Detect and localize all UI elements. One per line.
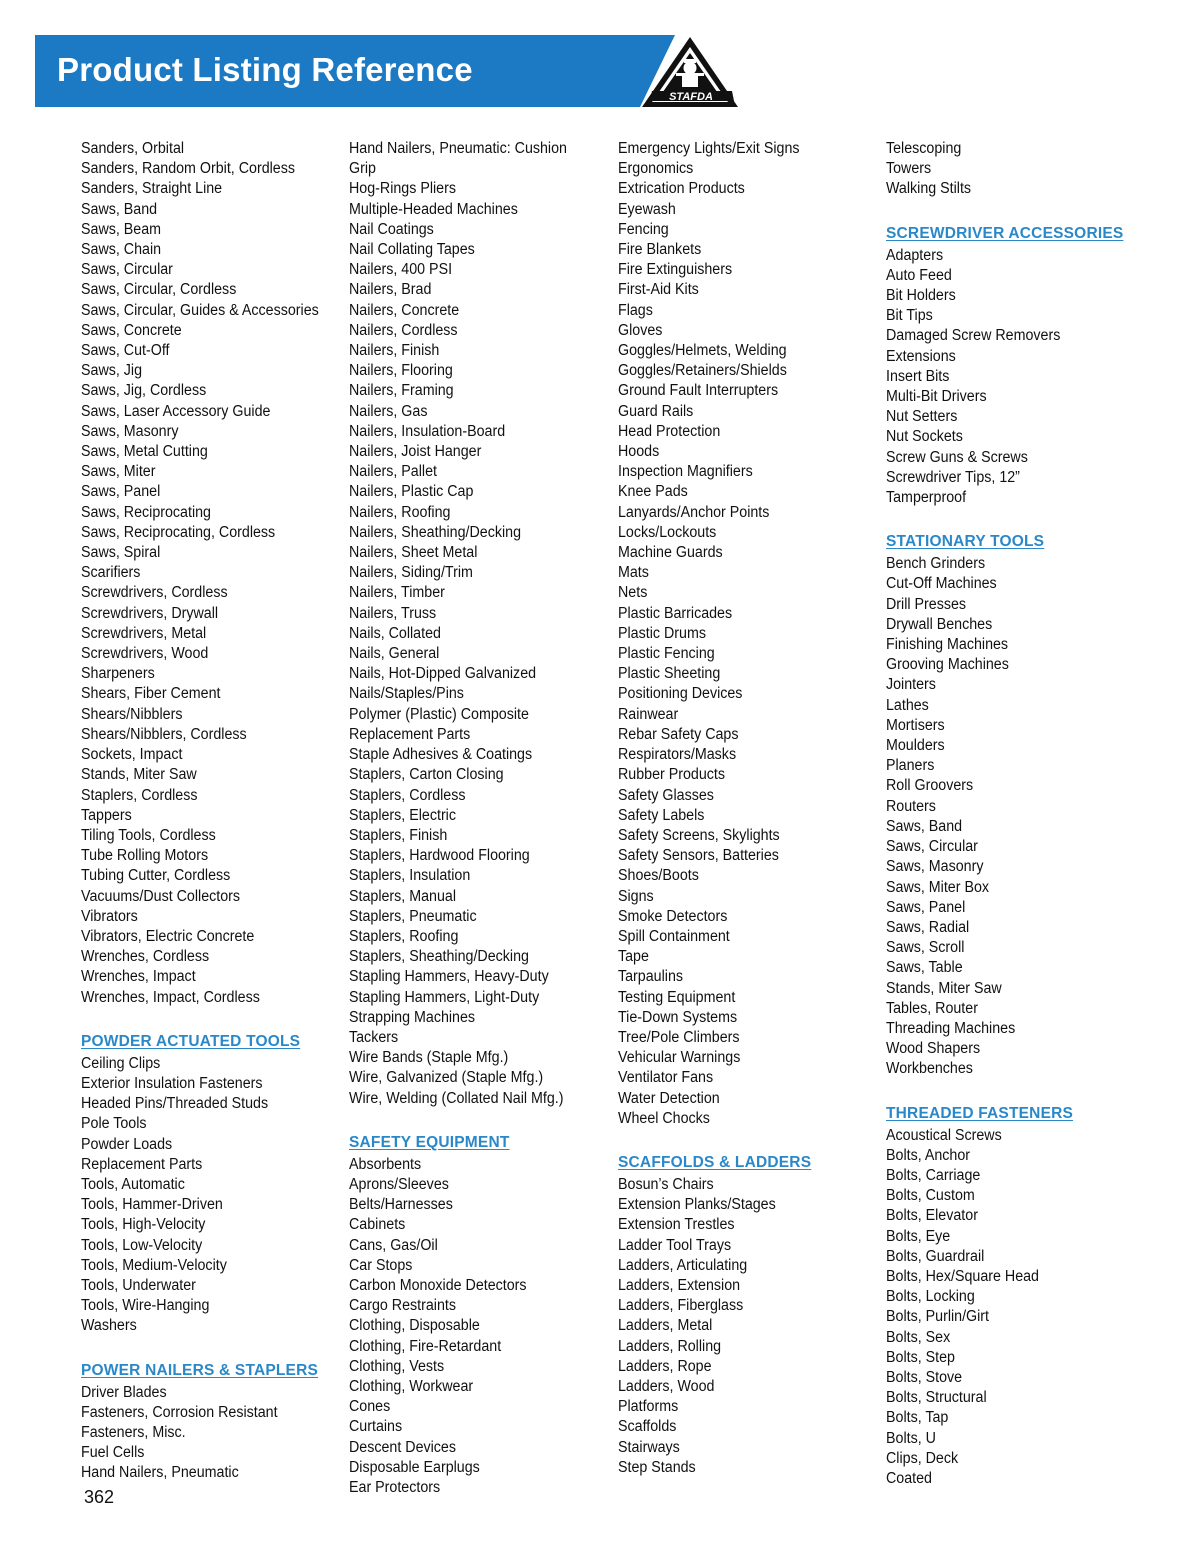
header-banner xyxy=(35,35,735,107)
product-list-item: Staplers, Pneumatic xyxy=(349,907,477,925)
product-list-item: Nailers, 400 PSI xyxy=(349,261,453,279)
product-list-item: Car Stops xyxy=(349,1256,413,1274)
category-section xyxy=(886,1104,1148,1490)
product-list-item: Sockets, Impact xyxy=(81,746,183,764)
product-list-item: Powder Loads xyxy=(81,1135,173,1153)
product-list-item: Saws, Spiral xyxy=(81,544,161,562)
product-list xyxy=(886,246,1148,509)
product-list-item: Nailers, Roofing xyxy=(349,503,451,521)
product-list-item: Tools, Automatic xyxy=(81,1175,185,1193)
product-list-item: Saws, Jig xyxy=(81,362,143,380)
product-list-item: Mats xyxy=(618,564,649,582)
product-list-item: Saws, Table xyxy=(886,959,963,977)
product-list-item: Shears, Fiber Cement xyxy=(81,685,221,703)
product-list xyxy=(886,139,1148,200)
product-list-item: Tie-Down Systems xyxy=(618,1008,738,1026)
product-list-item: Wire Bands (Staple Mfg.) xyxy=(349,1049,509,1067)
product-list-item: Eyewash xyxy=(618,200,676,218)
product-list-item: Cargo Restraints xyxy=(349,1297,456,1315)
product-list-item: Ladders, Articulating xyxy=(618,1256,748,1274)
product-list-item: Safety Screens, Skylights xyxy=(618,826,780,844)
product-list-item: Head Protection xyxy=(618,422,721,440)
product-list-item: Nailers, Framing xyxy=(349,382,454,400)
product-list-item: Ladders, Rolling xyxy=(618,1337,722,1355)
product-list-item: Nailers, Insulation-Board xyxy=(349,422,506,440)
product-list-item: Nailers, Sheet Metal xyxy=(349,544,478,562)
product-list-item: Replacement Parts xyxy=(81,1155,203,1173)
product-list-item: Fasteners, Misc. xyxy=(81,1423,186,1441)
product-list-item: Drywall Benches xyxy=(886,615,993,633)
product-list-item: Nail Coatings xyxy=(349,220,434,238)
product-list-item: Tools, Wire-Hanging xyxy=(81,1297,210,1315)
product-list-item: Grip xyxy=(349,160,376,178)
product-list-item: Mortisers xyxy=(886,716,945,734)
product-list-item: Nailers, Timber xyxy=(349,584,445,602)
product-list-item: Bolts, Carriage xyxy=(886,1166,981,1184)
product-list-item: Extension Planks/Stages xyxy=(618,1196,776,1214)
product-list-item: Sanders, Orbital xyxy=(81,140,185,157)
product-list-item: Nets xyxy=(618,584,648,602)
section-heading: SAFETY EQUIPMENT xyxy=(349,1133,510,1151)
product-list-item: Fire Blankets xyxy=(618,241,702,259)
section-heading: SCREWDRIVER ACCESSORIES xyxy=(886,224,1124,242)
product-list-item: Saws, Concrete xyxy=(81,321,182,339)
product-list-item: Clothing, Disposable xyxy=(349,1317,480,1335)
product-list-item: Acoustical Screws xyxy=(886,1126,1002,1144)
product-list-item: Safety Sensors, Batteries xyxy=(618,847,779,865)
product-list-item: Tables, Router xyxy=(886,999,978,1017)
product-list-item: Tools, High-Velocity xyxy=(81,1216,206,1234)
product-list xyxy=(81,1054,343,1337)
product-list-item: Saws, Jig, Cordless xyxy=(81,382,207,400)
category-section xyxy=(81,1361,343,1484)
product-list-item: Saws, Laser Accessory Guide xyxy=(81,402,271,420)
product-list-item: Bolts, Step xyxy=(886,1348,955,1366)
product-list-item: Smoke Detectors xyxy=(618,907,728,925)
product-list-item: Tools, Underwater xyxy=(81,1276,196,1294)
product-list-item: Polymer (Plastic) Composite xyxy=(349,705,529,723)
product-list-item: Cones xyxy=(349,1398,391,1416)
product-list-item: Nailers, Sheathing/Decking xyxy=(349,523,522,541)
product-list-item: Ladders, Wood xyxy=(618,1377,715,1395)
product-list-item: Screwdrivers, Drywall xyxy=(81,604,219,622)
product-list-item: Hand Nailers, Pneumatic: Cushion xyxy=(349,140,567,157)
product-list-item: Goggles/Helmets, Welding xyxy=(618,342,787,360)
product-list-item: Saws, Miter Box xyxy=(886,878,990,896)
product-list-item: Stands, Miter Saw xyxy=(886,979,1002,997)
product-list-item: Bolts, Hex/Square Head xyxy=(886,1267,1039,1285)
section-heading: POWDER ACTUATED TOOLS xyxy=(81,1032,301,1050)
page-number: 362 xyxy=(84,1487,115,1507)
category-section xyxy=(618,139,880,1129)
product-list-item: Safety Glasses xyxy=(618,786,714,804)
product-list-item: Water Detection xyxy=(618,1089,720,1107)
product-list-item: Stapling Hammers, Light-Duty xyxy=(349,988,540,1006)
product-list-item: Ear Protectors xyxy=(349,1479,441,1496)
product-list-item: Safety Labels xyxy=(618,806,705,824)
product-list-item: Screwdrivers, Metal xyxy=(81,624,207,642)
product-list-item: Plastic Fencing xyxy=(618,645,715,663)
product-list-item: Moulders xyxy=(886,737,945,755)
product-list-item: Fasteners, Corrosion Resistant xyxy=(81,1403,278,1421)
product-list-item: Hoods xyxy=(618,443,660,461)
product-list-item: Nailers, Gas xyxy=(349,402,428,420)
product-list-item: Fencing xyxy=(618,220,669,238)
product-list-item: Bolts, Elevator xyxy=(886,1207,978,1225)
product-list-item: Plastic Drums xyxy=(618,624,706,642)
product-list-item: Towers xyxy=(886,160,932,178)
product-list-item: Fire Extinguishers xyxy=(618,261,733,279)
product-list-item: Staplers, Manual xyxy=(349,887,457,905)
product-list-item: Hog-Rings Pliers xyxy=(349,180,456,198)
logo-text: STAFDA xyxy=(669,91,713,103)
category-section xyxy=(81,139,343,1008)
product-list-item: Guard Rails xyxy=(618,402,694,420)
product-list-item: Nut Sockets xyxy=(886,428,963,446)
product-list-item: Tarpaulins xyxy=(618,968,684,986)
product-list-item: Ladders, Metal xyxy=(618,1317,713,1335)
product-list-item: Plastic Barricades xyxy=(618,604,733,622)
category-section xyxy=(349,139,611,1109)
product-list-item: Extensions xyxy=(886,347,956,365)
product-list-item: Lanyards/Anchor Points xyxy=(618,503,770,521)
product-list-item: Wrenches, Impact, Cordless xyxy=(81,988,260,1006)
product-list-item: Flags xyxy=(618,301,653,319)
product-list-item: Disposable Earplugs xyxy=(349,1458,480,1476)
product-list-item: Tamperproof xyxy=(886,489,967,507)
product-list-item: Nut Setters xyxy=(886,408,958,426)
product-list-item: Plastic Sheeting xyxy=(618,665,721,683)
product-list-item: Tappers xyxy=(81,806,132,824)
stafda-logo-icon xyxy=(640,35,740,109)
product-list-item: Screwdrivers, Cordless xyxy=(81,584,228,602)
product-list-item: Saws, Radial xyxy=(886,918,970,936)
product-list-item: Ventilator Fans xyxy=(618,1069,714,1087)
product-list-item: Bolts, Custom xyxy=(886,1187,975,1205)
product-list-item: Rainwear xyxy=(618,705,679,723)
product-list-item: Saws, Circular, Guides & Accessories xyxy=(81,301,319,319)
product-list-item: Vibrators xyxy=(81,907,138,925)
product-list-item: Knee Pads xyxy=(618,483,688,501)
product-list-item: Tackers xyxy=(349,1028,399,1046)
product-list-item: Saws, Panel xyxy=(886,898,966,916)
product-list-item: Jointers xyxy=(886,676,936,694)
product-list-item: Finishing Machines xyxy=(886,636,1009,654)
product-list-item: Planers xyxy=(886,757,935,775)
product-list-item: Bolts, Guardrail xyxy=(886,1247,985,1265)
product-list-item: Clothing, Vests xyxy=(349,1357,445,1375)
product-list-item: Bosun’s Chairs xyxy=(618,1175,714,1193)
product-list-item: Threading Machines xyxy=(886,1019,1016,1037)
product-list-item: Staplers, Cordless xyxy=(81,786,198,804)
product-list-item: Nailers, Plastic Cap xyxy=(349,483,474,501)
product-list-item: Clothing, Workwear xyxy=(349,1377,474,1395)
product-list-item: Stapling Hammers, Heavy-Duty xyxy=(349,968,549,986)
product-list-item: Screwdriver Tips, 12” xyxy=(886,468,1020,486)
product-list-item: Staplers, Hardwood Flooring xyxy=(349,847,530,865)
product-list-item: Ladders, Extension xyxy=(618,1276,741,1294)
product-list-item: Lathes xyxy=(886,696,929,714)
product-list-item: Fuel Cells xyxy=(81,1444,145,1462)
product-list-item: Multiple-Headed Machines xyxy=(349,200,518,218)
product-list-item: Saws, Cut-Off xyxy=(81,342,170,360)
product-list-item: Nailers, Joist Hanger xyxy=(349,443,482,461)
product-list-item: Bit Tips xyxy=(886,307,933,325)
product-list-item: Shears/Nibblers xyxy=(81,705,183,723)
product-list-item: Respirators/Masks xyxy=(618,746,737,764)
product-list-item: Auto Feed xyxy=(886,266,952,284)
product-list-item: Drill Presses xyxy=(886,595,967,613)
category-section xyxy=(886,224,1148,509)
product-list-item: Tubing Cutter, Cordless xyxy=(81,867,231,885)
product-list-item: Adapters xyxy=(886,246,944,264)
product-list-item: Nailers, Brad xyxy=(349,281,432,299)
product-list-item: Tools, Medium-Velocity xyxy=(81,1256,227,1274)
product-list-item: Shears/Nibblers, Cordless xyxy=(81,725,247,743)
product-list-item: Bolts, Structural xyxy=(886,1389,987,1407)
product-list-item: Nailers, Concrete xyxy=(349,301,460,319)
product-list-item: Grooving Machines xyxy=(886,656,1009,674)
product-list-item: Stands, Miter Saw xyxy=(81,766,197,784)
product-list-item: Workbenches xyxy=(886,1060,973,1078)
product-list-item: Wire, Welding (Collated Nail Mfg.) xyxy=(349,1089,564,1107)
product-list-item: Rubber Products xyxy=(618,766,726,784)
product-list-item: Ergonomics xyxy=(618,160,694,178)
product-list-item: Locks/Lockouts xyxy=(618,523,717,541)
product-list-item: Saws, Reciprocating, Cordless xyxy=(81,523,276,541)
product-list-item: Insert Bits xyxy=(886,367,950,385)
listing-column-3 xyxy=(618,139,880,1478)
product-list-item: Damaged Screw Removers xyxy=(886,327,1061,345)
product-list-item: Saws, Beam xyxy=(81,220,162,238)
product-list-item: Saws, Band xyxy=(886,817,963,835)
category-section xyxy=(618,1153,880,1478)
product-list-item: Spill Containment xyxy=(618,927,730,945)
product-list-item: Saws, Circular, Cordless xyxy=(81,281,237,299)
section-heading: SCAFFOLDS & LADDERS xyxy=(618,1153,812,1171)
product-list-item: Cabinets xyxy=(349,1216,406,1234)
product-list-item: Tiling Tools, Cordless xyxy=(81,826,216,844)
category-section xyxy=(886,139,1148,200)
product-list-item: Screw Guns & Screws xyxy=(886,448,1028,466)
product-list-item: Clothing, Fire-Retardant xyxy=(349,1337,502,1355)
product-list-item: Bolts, Sex xyxy=(886,1328,951,1346)
product-list-item: Bolts, Stove xyxy=(886,1368,963,1386)
product-list-item: Replacement Parts xyxy=(349,725,471,743)
product-list-item: Bench Grinders xyxy=(886,555,986,573)
product-list-item: Goggles/Retainers/Shields xyxy=(618,362,787,380)
product-list-item: Roll Groovers xyxy=(886,777,974,795)
product-list xyxy=(81,139,343,1008)
product-list-item: Staplers, Electric xyxy=(349,806,456,824)
product-list-item: Bolts, Tap xyxy=(886,1409,949,1427)
section-heading: STATIONARY TOOLS xyxy=(886,533,1045,551)
product-list-item: Aprons/Sleeves xyxy=(349,1175,449,1193)
product-list-item: Nailers, Siding/Trim xyxy=(349,564,473,582)
category-section xyxy=(886,532,1148,1079)
product-list-item: Carbon Monoxide Detectors xyxy=(349,1276,527,1294)
product-list-item: Absorbents xyxy=(349,1155,422,1173)
product-list xyxy=(81,1383,343,1484)
product-list-item: First-Aid Kits xyxy=(618,281,699,299)
product-list-item: Headed Pins/Threaded Studs xyxy=(81,1095,269,1113)
product-list-item: Multi-Bit Drivers xyxy=(886,388,987,406)
product-list-item: Signs xyxy=(618,887,654,905)
product-list-item: Nailers, Cordless xyxy=(349,321,458,339)
product-list-item: Extension Trestles xyxy=(618,1216,735,1234)
category-section xyxy=(349,1133,611,1498)
product-list-item: Nailers, Pallet xyxy=(349,463,437,481)
product-list-item: Saws, Circular xyxy=(81,261,173,279)
product-list-item: Staplers, Carton Closing xyxy=(349,766,504,784)
product-list-item: Saws, Circular xyxy=(886,838,978,856)
product-list-item: Bolts, Purlin/Girt xyxy=(886,1308,990,1326)
product-list-item: Wood Shapers xyxy=(886,1040,981,1058)
product-list-item: Emergency Lights/Exit Signs xyxy=(618,140,800,157)
product-list-item: Wrenches, Impact xyxy=(81,968,196,986)
product-list-item: Nailers, Finish xyxy=(349,342,440,360)
product-list-item: Ladder Tool Trays xyxy=(618,1236,732,1254)
product-list-item: Saws, Miter xyxy=(81,463,156,481)
product-list-item: Hand Nailers, Pneumatic xyxy=(81,1464,239,1482)
product-list-item: Vacuums/Dust Collectors xyxy=(81,887,241,905)
product-list-item: Tools, Low-Velocity xyxy=(81,1236,203,1254)
product-list-item: Coated xyxy=(886,1469,932,1487)
product-list-item: Walking Stilts xyxy=(886,180,972,198)
listing-column-1 xyxy=(81,139,343,1484)
product-list xyxy=(349,1155,611,1498)
section-heading: POWER NAILERS & STAPLERS xyxy=(81,1361,319,1379)
product-list-item: Staplers, Roofing xyxy=(349,927,459,945)
product-list-item: Bolts, Eye xyxy=(886,1227,951,1245)
product-list-item: Scarifiers xyxy=(81,564,141,582)
product-list-item: Bolts, U xyxy=(886,1429,936,1447)
section-heading: THREADED FASTENERS xyxy=(886,1104,1074,1122)
product-list xyxy=(349,139,611,1109)
product-list-item: Telescoping xyxy=(886,140,962,157)
product-list-item: Saws, Reciprocating xyxy=(81,503,211,521)
product-list-item: Ladders, Fiberglass xyxy=(618,1297,744,1315)
product-list-item: Staplers, Insulation xyxy=(349,867,471,885)
product-list-item: Sanders, Straight Line xyxy=(81,180,223,198)
product-list-item: Staplers, Cordless xyxy=(349,786,466,804)
product-list-item: Shoes/Boots xyxy=(618,867,699,885)
product-list-item: Nailers, Truss xyxy=(349,604,437,622)
product-list-item: Tree/Pole Climbers xyxy=(618,1028,740,1046)
product-list-item: Wheel Chocks xyxy=(618,1109,710,1127)
product-list-item: Saws, Metal Cutting xyxy=(81,443,208,461)
product-list-item: Ceiling Clips xyxy=(81,1054,161,1072)
product-list-item: Ladders, Rope xyxy=(618,1357,712,1375)
product-list xyxy=(618,139,880,1129)
product-list-item: Stairways xyxy=(618,1438,680,1456)
product-list-item: Driver Blades xyxy=(81,1383,167,1401)
product-list-item: Saws, Scroll xyxy=(886,939,965,957)
category-section xyxy=(81,1032,343,1337)
product-list-item: Rebar Safety Caps xyxy=(618,725,739,743)
product-list-item: Routers xyxy=(886,797,936,815)
product-list-item: Inspection Magnifiers xyxy=(618,463,753,481)
product-list-item: Nails, Collated xyxy=(349,624,441,642)
product-list-item: Descent Devices xyxy=(349,1438,456,1456)
page-title: Product Listing Reference xyxy=(57,51,473,88)
product-list-item: Saws, Band xyxy=(81,200,158,218)
product-list-item: Sanders, Random Orbit, Cordless xyxy=(81,160,296,178)
listing-column-2 xyxy=(349,139,611,1498)
product-list-item: Nails, General xyxy=(349,645,440,663)
product-list-item: Nail Collating Tapes xyxy=(349,241,475,259)
product-list-item: Extrication Products xyxy=(618,180,745,198)
product-list-item: Positioning Devices xyxy=(618,685,743,703)
product-list-item: Nailers, Flooring xyxy=(349,362,453,380)
product-list xyxy=(886,554,1148,1079)
product-list-item: Staple Adhesives & Coatings xyxy=(349,746,533,764)
product-list-item: Cans, Gas/Oil xyxy=(349,1236,438,1254)
product-list-item: Curtains xyxy=(349,1418,403,1436)
product-list-item: Wire, Galvanized (Staple Mfg.) xyxy=(349,1069,544,1087)
product-list-item: Staplers, Finish xyxy=(349,826,448,844)
product-list-item: Bolts, Locking xyxy=(886,1288,975,1306)
product-list-item: Saws, Masonry xyxy=(81,422,179,440)
product-list-item: Gloves xyxy=(618,321,663,339)
product-list-item: Platforms xyxy=(618,1398,679,1416)
product-list-item: Bolts, Anchor xyxy=(886,1146,971,1164)
product-list-item: Saws, Panel xyxy=(81,483,161,501)
product-list-item: Cut-Off Machines xyxy=(886,575,997,593)
product-list-item: Scaffolds xyxy=(618,1418,677,1436)
product-list-item: Washers xyxy=(81,1317,137,1335)
product-list-item: Sharpeners xyxy=(81,665,155,683)
product-list-item: Step Stands xyxy=(618,1458,696,1476)
product-list-item: Nails/Staples/Pins xyxy=(349,685,464,703)
product-list-item: Staplers, Sheathing/Decking xyxy=(349,948,529,966)
product-list-item: Ground Fault Interrupters xyxy=(618,382,779,400)
product-list-item: Clips, Deck xyxy=(886,1449,959,1467)
product-list-item: Wrenches, Cordless xyxy=(81,948,210,966)
product-list-item: Pole Tools xyxy=(81,1115,147,1133)
listing-column-4 xyxy=(886,139,1148,1489)
product-list-item: Tape xyxy=(618,948,649,966)
product-list-item: Vehicular Warnings xyxy=(618,1049,741,1067)
product-list-item: Tools, Hammer-Driven xyxy=(81,1196,223,1214)
product-list-item: Saws, Chain xyxy=(81,241,162,259)
product-list-item: Vibrators, Electric Concrete xyxy=(81,927,255,945)
product-list-item: Belts/Harnesses xyxy=(349,1196,453,1214)
product-list xyxy=(886,1126,1148,1490)
product-list-item: Screwdrivers, Wood xyxy=(81,645,209,663)
product-list-item: Machine Guards xyxy=(618,544,723,562)
product-list-item: Bit Holders xyxy=(886,287,956,305)
product-list-item: Saws, Masonry xyxy=(886,858,984,876)
product-list xyxy=(618,1175,880,1478)
product-list-item: Nails, Hot-Dipped Galvanized xyxy=(349,665,537,683)
product-list-item: Tube Rolling Motors xyxy=(81,847,209,865)
product-list-item: Strapping Machines xyxy=(349,1008,476,1026)
product-list-item: Exterior Insulation Fasteners xyxy=(81,1074,263,1092)
product-list-item: Testing Equipment xyxy=(618,988,736,1006)
